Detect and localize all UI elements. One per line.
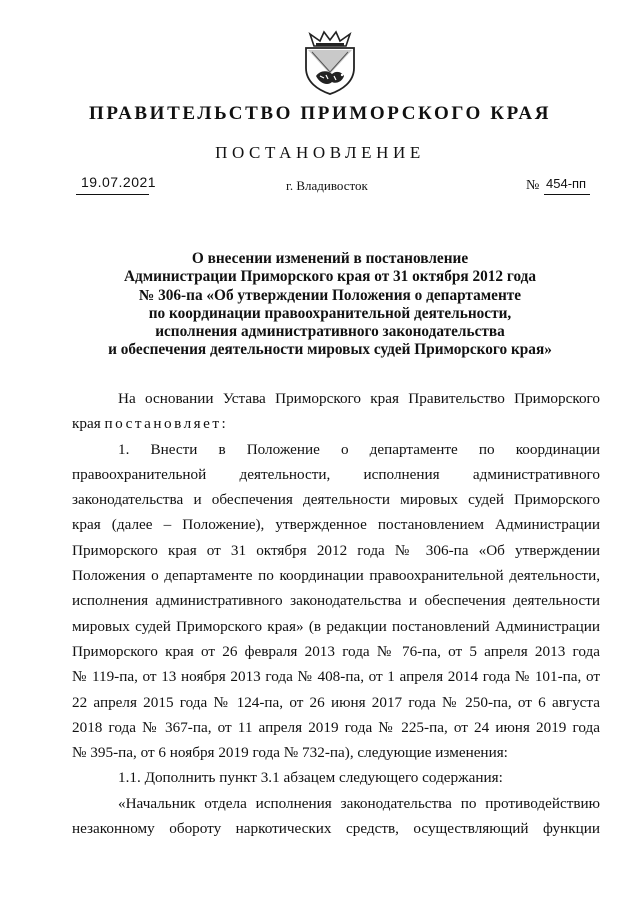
text-span: края	[72, 415, 105, 433]
paragraph-line: 2018 года № 367-па, от 11 апреля 2019 года № 225-па, от 24 июня 2019 года	[72, 718, 600, 736]
government-title: ПРАВИТЕЛЬСТВО ПРИМОРСКОГО КРАЯ	[88, 103, 552, 124]
date-underline	[76, 194, 149, 195]
document-type: ПОСТАНОВЛЕНИЕ	[215, 143, 425, 162]
paragraph-line: 1.1. Дополнить пункт 3.1 абзацем следующего содержания:	[118, 769, 503, 787]
city: г. Владивосток	[286, 178, 368, 193]
heading-line: № 306-па «Об утверждении Положения о департаменте	[138, 286, 522, 304]
paragraph-line: «Начальник отдела исполнения законодательства по противодействию	[118, 794, 600, 812]
heading-line: исполнения административного законодательства	[155, 323, 505, 341]
decree-number: 454-пп	[546, 176, 587, 191]
paragraph-line	[72, 411, 600, 436]
paragraph-line: № 395-па, от 6 ноября 2019 года № 732-па), следующие изменения:	[72, 744, 508, 762]
heading-line: О внесении изменений в постановление	[191, 250, 469, 267]
decree-keyword: постановляет	[104, 415, 222, 433]
paragraph-line: законодательства и обеспечения деятельности мировых судей Приморского	[72, 491, 600, 509]
paragraph-line: Приморского края от 31 октября 2012 года № 306-па «Об утверждении	[72, 541, 600, 559]
coat-of-arms-icon	[302, 30, 358, 96]
paragraph-line: 1. Внести в Положение о департаменте по координации	[118, 440, 600, 458]
paragraph-line: 22 апреля 2015 года № 124-па, от 26 июня 2017 года № 250-па, от 6 августа	[72, 693, 600, 711]
paragraph-line: Положения о департаменте по координации правоохранительной деятельности,	[72, 567, 600, 585]
number-underline	[544, 194, 590, 195]
number-sign: №	[526, 178, 540, 193]
decree-date: 19.07.2021	[81, 174, 157, 190]
paragraph-line: правоохранительной деятельности, исполнения административного	[72, 465, 600, 483]
paragraph-line: № 119-па, от 13 ноября 2013 года № 408-па, от 1 апреля 2014 года № 101-па, от	[72, 668, 600, 686]
decree-body	[72, 386, 600, 841]
paragraph-line: На основании Устава Приморского края Правительство Приморского	[118, 390, 600, 407]
decree-heading	[60, 250, 600, 360]
paragraph-line: Приморского края от 26 февраля 2013 года № 76-па, от 5 апреля 2013 года	[72, 642, 600, 660]
heading-line: Администрации Приморского края от 31 октября 2012 года	[123, 268, 537, 286]
paragraph-line: незаконному обороту наркотических средств, осуществляющий функции	[72, 820, 600, 838]
paragraph-line: исполнения административного законодательства и обеспечения деятельности	[72, 592, 600, 610]
heading-line: по координации правоохранительной деятельности,	[148, 304, 512, 322]
heading-line: и обеспечения деятельности мировых судей Приморского края»	[108, 341, 552, 359]
paragraph-line: мировых судей Приморского края» (в редакции постановлений Администрации	[72, 617, 600, 635]
paragraph-line: края (далее – Положение), утвержденное постановлением Администрации	[72, 516, 600, 534]
text-span: :	[221, 415, 226, 433]
